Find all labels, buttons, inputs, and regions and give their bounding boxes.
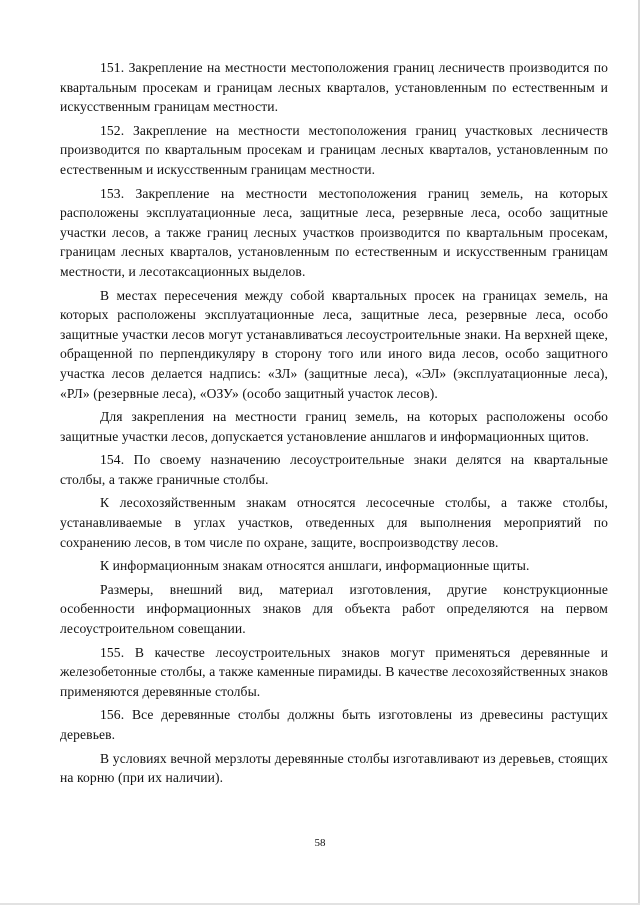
paragraph-155: 155. В качестве лесоустроительных знаков могут применяться деревянные и железобетонные столбы, а также каменные пирамиды. В качестве лесохозяйственных знаков применяются деревянные столбы.	[60, 644, 608, 699]
paragraph-151: 151. Закрепление на местности местоположения границ лесничеств производится по квартальным просекам и границам лесных кварталов, установленным по естественным и искусственным границам местности.	[60, 60, 608, 115]
paragraph-156-permafrost: В условиях вечной мерзлоты деревянные столбы изготавливают из деревьев, стоящих на корню (при их наличии).	[60, 750, 608, 786]
paragraph-154-forestry-signs: К лесохозяйственным знакам относятся лесосечные столбы, а также столбы, устанавливаемые в углах участков, отведенных для выполнения мероприятий по сохранению лесов, в том числе по охране, защите, воспроизводству лесов.	[60, 495, 608, 550]
paragraph-154-sign-specs: Размеры, внешний вид, материал изготовления, другие конструкционные особенности информационных знаков для объекта работ определяются на первом лесоустроительном совещании.	[60, 581, 608, 637]
page-number: 58	[314, 837, 326, 849]
paragraph-156: 156. Все деревянные столбы должны быть изготовлены из древесины растущих деревьев.	[60, 707, 608, 742]
document-body	[60, 58, 608, 792]
paragraph-154-information-signs: К информационным знакам относятся аншлаги, информационные щиты.	[100, 558, 530, 574]
paragraph-153-quarter-clearings: В местах пересечения между собой квартальных просек на границах земель, на которых расположены эксплуатационные леса, защитные леса, резервные леса, особо защитные участки лесов могут устанавливаться лесоустроительные знаки. На верхней щеке, обращенной по перпендикуляру в сторону того или иного вида лесов, особо защитного участка лесов делается надпись: «ЗЛ» (защитные леса), «ЭЛ» (эксплуатационные леса), «РЛ» (резервные леса), «ОЗУ» (особо защитный участок лесов).	[60, 287, 608, 401]
paragraph-153: 153. Закрепление на местности местоположения границ земель, на которых расположены эксплуатационные леса, защитные леса, резервные леса, особо защитные участки лесов, а также границ лесных участков производится по квартальным просекам, границам лесных кварталов, установленным по естественным и искусственным границам местности, и лесотаксационных выделов.	[60, 185, 608, 279]
paragraph-153-signboards: Для закрепления на местности границ земель, на которых расположены особо защитные участки лесов, допускается установление аншлагов и информационных щитов.	[60, 409, 608, 444]
paragraph-154: 154. По своему назначению лесоустроительные знаки делятся на квартальные столбы, а также граничные столбы.	[60, 452, 608, 487]
paragraph-152: 152. Закрепление на местности местоположения границ участковых лесничеств производится по квартальным просекам и границам лесных кварталов, установленным по естественным и искусственным границам местности.	[60, 122, 608, 177]
